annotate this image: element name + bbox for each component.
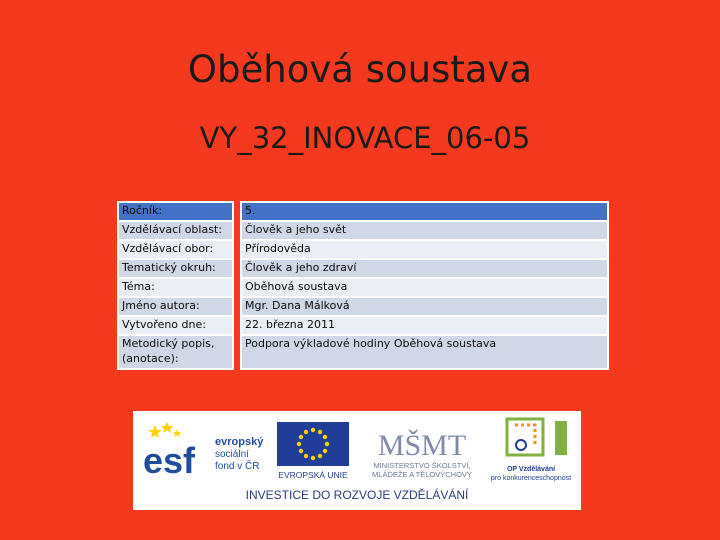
row-label: Ročník: (118, 202, 233, 221)
row-value: Oběhová soustava (241, 278, 608, 297)
svg-text:fond v ČR: fond v ČR (215, 461, 260, 472)
table-row (118, 240, 608, 259)
row-label: Vzdělávací obor: (118, 240, 233, 259)
svg-text:EVROPSKÁ UNIE: EVROPSKÁ UNIE (278, 470, 348, 480)
msmt-emblem-icon (361, 415, 483, 481)
svg-text:sociální: sociální (215, 449, 249, 460)
esf-emblem-icon (141, 419, 267, 481)
table-row (118, 297, 608, 316)
metadata-table (117, 201, 609, 370)
table-row (118, 221, 608, 240)
msmt-logo (361, 415, 483, 481)
row-value: Člověk a jeho zdraví (241, 259, 608, 278)
funding-logos-strip (133, 411, 581, 510)
svg-text:esf: esf (143, 440, 196, 481)
table-row (118, 335, 608, 369)
row-label: Téma: (118, 278, 233, 297)
row-label: Jméno autora: (118, 297, 233, 316)
svg-text:MŠMT: MŠMT (377, 429, 467, 462)
slide-subtitle: VY_32_INOVACE_06-05 (199, 121, 531, 155)
row-value: Mgr. Dana Málková (241, 297, 608, 316)
eu-logo (275, 420, 353, 482)
row-label: Tematický okruh: (118, 259, 233, 278)
table-row (118, 202, 608, 221)
svg-text:evropský: evropský (215, 436, 264, 448)
op-vk-logo (485, 415, 577, 483)
row-label: Vytvořeno dne: (118, 316, 233, 335)
slide-title: Oběhová soustava (187, 48, 533, 91)
svg-text:pro konkurenceschopnost: pro konkurenceschopnost (490, 475, 572, 482)
row-value: 22. března 2011 (241, 316, 608, 335)
eu-flag-icon (275, 420, 353, 482)
table-row (118, 278, 608, 297)
row-value: Podpora výkladové hodiny Oběhová soustava (241, 335, 608, 369)
table-row (118, 259, 608, 278)
esf-logo (141, 419, 267, 481)
row-value: 5. (241, 202, 608, 221)
logos-caption: INVESTICE DO ROZVOJE VZDĚLÁVÁNÍ (245, 488, 469, 502)
svg-text:MLÁDEŽE A TĚLOVÝCHOVY: MLÁDEŽE A TĚLOVÝCHOVY (372, 470, 472, 479)
op-vk-emblem-icon (485, 415, 577, 483)
row-label: Vzdělávací oblast: (118, 221, 233, 240)
row-label: Metodický popis, (anotace): (118, 335, 233, 369)
row-value: Člověk a jeho svět (241, 221, 608, 240)
svg-text:OP Vzdělávání: OP Vzdělávání (506, 466, 556, 473)
table-row (118, 316, 608, 335)
svg-text:MINISTERSTVO ŠKOLSTVÍ,: MINISTERSTVO ŠKOLSTVÍ, (373, 461, 471, 470)
row-value: Přírodověda (241, 240, 608, 259)
